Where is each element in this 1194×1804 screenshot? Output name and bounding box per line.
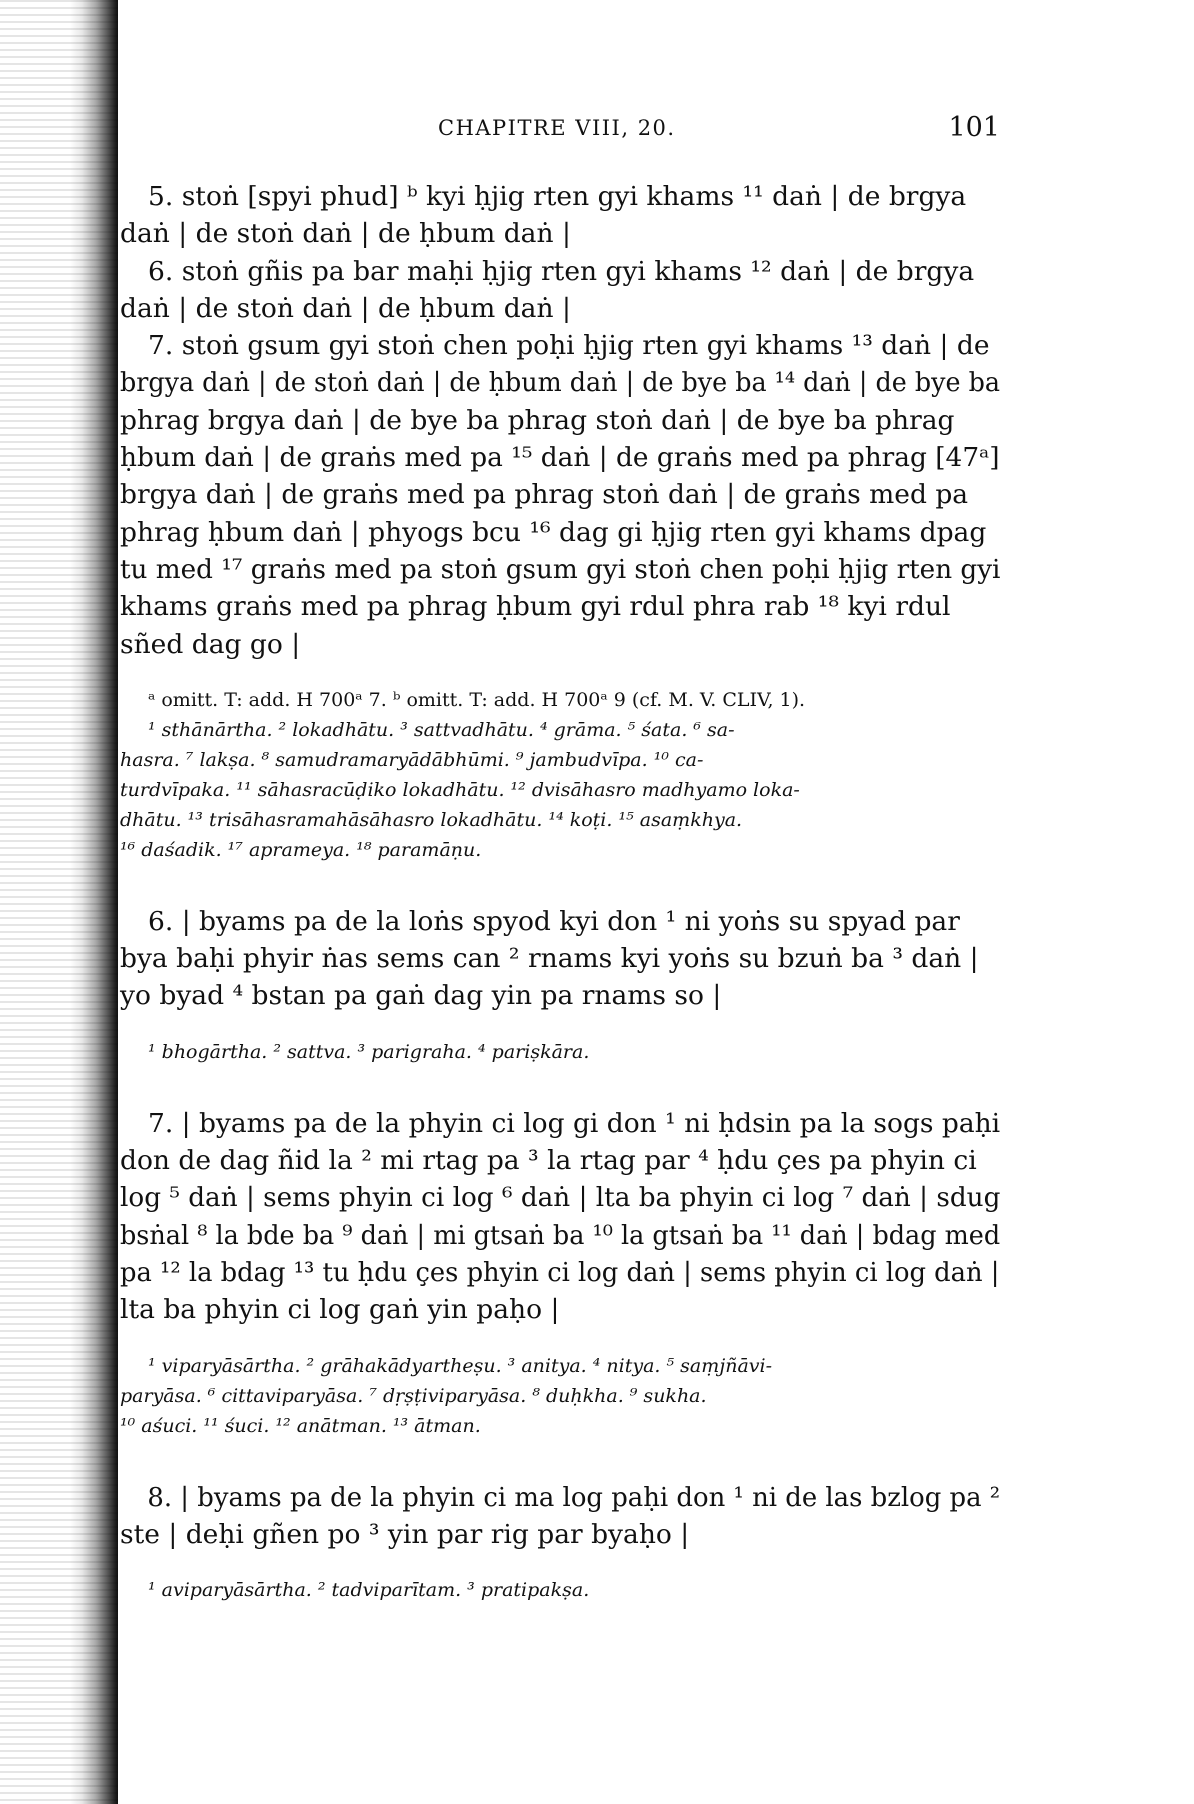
footnote-line: ¹ sthānārtha. ² lokadhātu. ³ sattvadhātu. ⁴ grāma. ⁵ śata. ⁶ sa- [148,718,735,741]
book-gutter-shadow [0,0,118,1804]
footnotes-section-5 [120,685,1000,865]
footnote-line: hasra. ⁷ lakṣa. ⁸ samudramaryādābhūmi. ⁹ jambudvīpa. ¹⁰ ca- [120,748,704,771]
footnote-line: paryāsa. ⁶ cittaviparyāsa. ⁷ dṛṣṭiviparyāsa. ⁸ duḥkha. ⁹ sukha. [120,1384,707,1407]
text-line: log ⁵ daṅ | sems phyin ci log ⁶ daṅ | lta ba phyin ci log ⁷ daṅ | sdug [120,1182,1001,1214]
footnote-line: ¹ viparyāsārtha. ² grāhakādyartheṣu. ³ anitya. ⁴ nitya. ⁵ saṃjñāvi- [148,1354,773,1377]
text-line: pa ¹² la bdag ¹³ tu ḥdu çes phyin ci log daṅ | sems phyin ci log daṅ | [120,1256,1000,1288]
text-line: ḥbum daṅ | de graṅs med pa ¹⁵ daṅ | de graṅs med pa phrag [47ᵃ] [120,442,1000,474]
text-line: daṅ | de stoṅ daṅ | de ḥbum daṅ | [120,218,571,250]
paragraph-section-8 [120,1479,1000,1554]
text-line: daṅ | de stoṅ daṅ | de ḥbum daṅ | [120,292,571,324]
text-line: bya baḥi phyir ṅas sems can ² rnams kyi yoṅs su bzuṅ ba ³ daṅ | [120,943,979,975]
text-line: 7. | byams pa de la phyin ci log gi don ¹ ni ḥdsin pa la sogs paḥi [147,1107,1001,1139]
footnote-line: ¹⁶ daśadik. ¹⁷ aprameya. ¹⁸ paramāṇu. [120,838,482,861]
text-line: 7. stoṅ gsum gyi stoṅ chen poḥi ḥjig rten gyi khams ¹³ daṅ | de [148,330,990,362]
text-line: 6. | byams pa de la loṅs spyod kyi don ¹ ni yoṅs su spyad par [148,905,960,937]
footnotes-section-6 [120,1037,1000,1067]
paragraph-section-7 [120,1105,1000,1329]
text-line: don de dag ñid la ² mi rtag pa ³ la rtag par ⁴ ḥdu çes pa phyin ci [120,1145,977,1177]
running-title: CHAPITRE VIII, 20. [438,116,676,140]
paragraph-section-5 [120,178,1000,663]
footnote-line: ᵃ omitt. T: add. H 700ᵃ 7. ᵇ omitt. T: add. H 700ᵃ 9 (cf. M. V. CLIV, 1). [148,688,806,711]
page [120,0,1000,1804]
footnotes-section-8 [120,1575,1000,1605]
body-text [120,178,1000,1605]
text-line: ste | deḥi gñen po ³ yin par rig par byaḥo | [120,1518,690,1550]
footnote-line: turdvīpaka. ¹¹ sāhasracūḍiko lokadhātu. ¹² dvisāhasro madhyamo loka- [120,778,800,801]
page-header [120,112,1000,152]
text-line: sñed dag go | [120,628,301,660]
footnote-line: ¹ bhogārtha. ² sattva. ³ parigraha. ⁴ pariṣkāra. [148,1040,590,1063]
page-number: 101 [948,112,1000,143]
text-line: lta ba phyin ci log gaṅ yin paḥo | [120,1294,560,1326]
text-line: tu med ¹⁷ graṅs med pa stoṅ gsum gyi stoṅ chen poḥi ḥjig rten gyi [120,553,1001,585]
text-line: brgya daṅ | de stoṅ daṅ | de ḥbum daṅ | de bye ba ¹⁴ daṅ | de bye ba [120,367,1000,399]
text-line: yo byad ⁴ bstan pa gaṅ dag yin pa rnams so | [120,980,722,1012]
text-line: 6. stoṅ gñis pa bar maḥi ḥjig rten gyi khams ¹² daṅ | de brgya [148,255,975,287]
text-line: 5. stoṅ [spyi phud] ᵇ kyi ḥjig rten gyi khams ¹¹ daṅ | de brgya [148,181,967,212]
text-line: bsṅal ⁸ la bde ba ⁹ daṅ | mi gtsaṅ ba ¹⁰ la gtsaṅ ba ¹¹ daṅ | bdag med [120,1219,1001,1251]
text-line: phrag brgya daṅ | de bye ba phrag stoṅ daṅ | de bye ba phrag [120,404,955,436]
text-line: khams graṅs med pa phrag ḥbum gyi rdul phra rab ¹⁸ kyi rdul [120,591,951,623]
text-line: brgya daṅ | de graṅs med pa phrag stoṅ daṅ | de graṅs med pa [120,479,969,511]
paragraph-section-6 [120,903,1000,1015]
footnote-line: dhātu. ¹³ trisāhasramahāsāhasro lokadhātu. ¹⁴ koṭi. ¹⁵ asaṃkhya. [120,808,743,831]
text-line: phrag ḥbum daṅ | phyogs bcu ¹⁶ dag gi ḥjig rten gyi khams dpag [120,516,987,548]
text-line: 8. | byams pa de la phyin ci ma log paḥi don ¹ ni de las bzlog pa ² [147,1481,1001,1513]
footnote-line: ¹⁰ aśuci. ¹¹ śuci. ¹² anātman. ¹³ ātman. [120,1414,481,1437]
footnotes-section-7 [120,1351,1000,1441]
footnote-line: ¹ aviparyāsārtha. ² tadviparītam. ³ pratipakṣa. [148,1579,590,1602]
